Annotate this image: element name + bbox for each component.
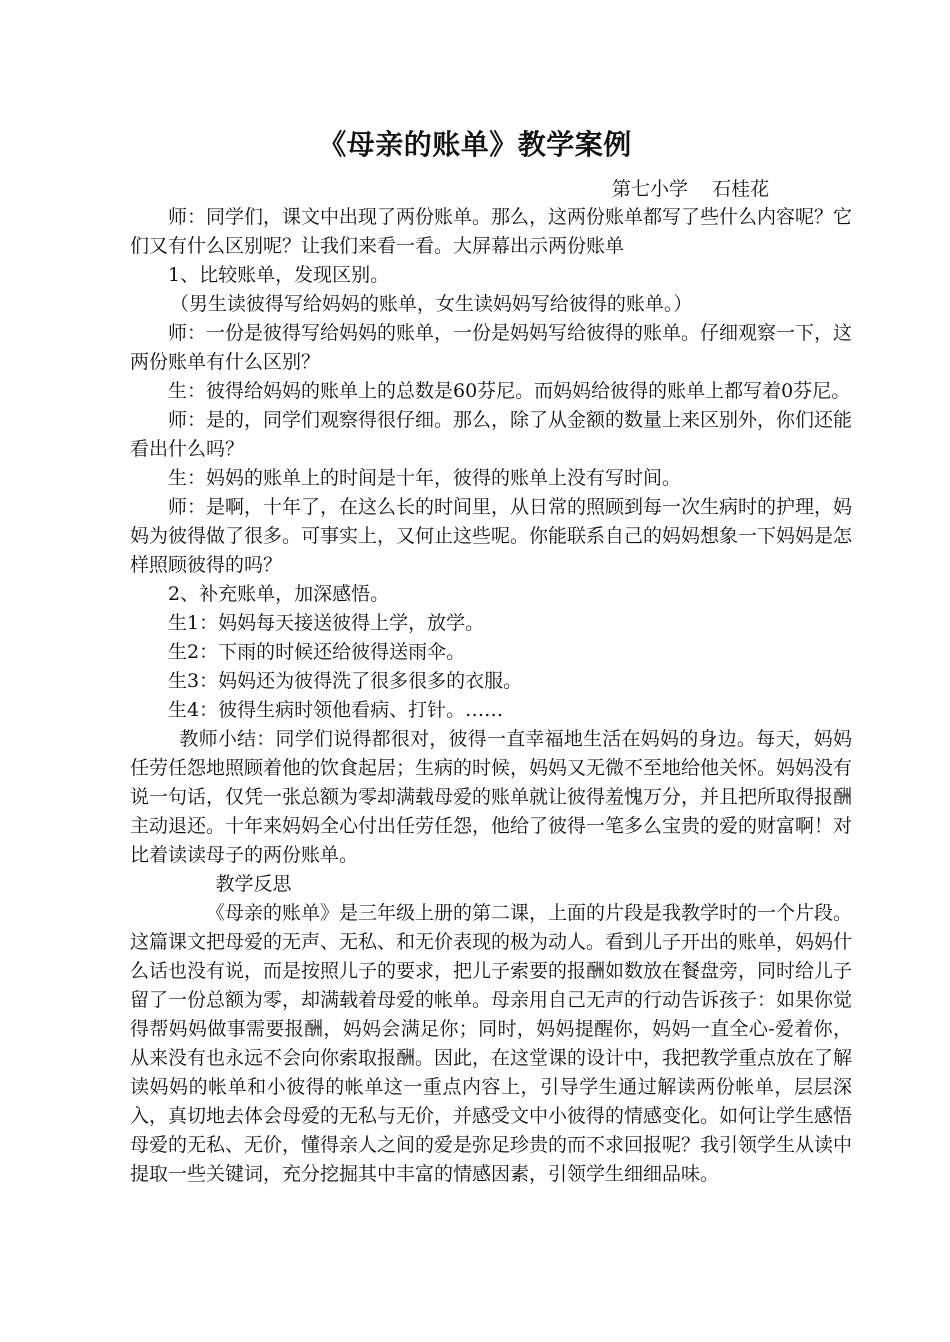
paragraph: 《母亲的账单》是三年级上册的第二课，上面的片段是我教学时的一个片段。这篇课文把母爱的无声、无私、和无价表现的极为动人。看到儿子开出的账单，妈妈什么话也没有说，而是按照儿子的要求，把儿子索要的报酬如数放在餐盘旁，同时给儿子留了一份总额为零，却满载着母爱的帐单。母亲用自己无声的行动告诉孩子：如果你觉得帮妈妈做事需要报酬，妈妈会满足你；同时，妈妈提醒你，妈妈一直全心-爱着你，从来没有也永远不会向你索取报酬。因此，在这堂课的设计中，我把教学重点放在了解读妈妈的帐单和小彼得的帐单这一重点内容上，引导学生通过解读两份帐单，层层深入，真切地去体会母爱的无私与无价，并感受文中小彼得的情感变化。如何让学生感悟母爱的无私、无价，懂得亲人之间的爱是弥足珍贵的而不求回报呢？我引领学生从读中提取一些关键词，充分挖掘其中丰富的情感因素，引领学生细细品味。 bbox=[130, 902, 853, 1185]
section-heading: 2、补充账单，加深感悟。 bbox=[168, 583, 390, 605]
paragraph: （男生读彼得写给妈妈的账单，女生读妈妈写给彼得的账单。） bbox=[169, 293, 693, 315]
document-body bbox=[130, 203, 852, 1189]
section-heading: 1、比较账单，发现区别。 bbox=[168, 264, 390, 286]
paragraph: 生：妈妈的账单上的时间是十年，彼得的账单上没有写时间。 bbox=[168, 467, 682, 489]
paragraph: 师：是的，同学们观察得很仔细。那么，除了从金额的数量上来区别外，你们还能看出什么吗？ bbox=[130, 409, 853, 460]
paragraph: 生4：彼得生病时领他看病、打针。…… bbox=[168, 699, 504, 721]
paragraph: 师：同学们，课文中出现了两份账单。那么，这两份账单都写了些什么内容呢？它们又有什么区别呢？让我们来看一看。大屏幕出示两份账单 bbox=[130, 206, 853, 257]
paragraph: 教师小结：同学们说得都很对，彼得一直幸福地生活在妈妈的身边。每天，妈妈任劳任怨地照顾着他的饮食起居；生病的时候，妈妈又无微不至地给他关怀。妈妈没有说一句话，仅凭一张总额为零却满载母爱的账单就让彼得羞愧万分，并且把所取得报酬主动退还。十年来妈妈全心付出任劳任怨，他给了彼得一笔多么宝贵的爱的财富啊！对比着读读母子的两份账单。 bbox=[130, 728, 853, 866]
section-heading: 教学反思 bbox=[215, 873, 292, 895]
paragraph: 师：一份是彼得写给妈妈的账单，一份是妈妈写给彼得的账单。仔细观察一下，这两份账单有什么区别？ bbox=[130, 322, 853, 373]
document-title: 《母亲的账单》教学案例 bbox=[318, 128, 632, 161]
author-byline: 第七小学 石桂花 bbox=[612, 178, 770, 200]
paragraph: 生2：下雨的时候还给彼得送雨伞。 bbox=[168, 641, 466, 663]
paragraph: 生1：妈妈每天接送彼得上学，放学。 bbox=[168, 612, 485, 634]
paragraph: 生3：妈妈还为彼得洗了很多很多的衣服。 bbox=[168, 670, 523, 692]
paragraph: 师：是啊，十年了，在这么长的时间里，从日常的照顾到每一次生病时的护理，妈妈为彼得做了很多。可事实上，又何止这些呢。你能联系自己的妈妈想象一下妈妈是怎样照顾彼得的吗？ bbox=[130, 496, 853, 576]
paragraph: 生：彼得给妈妈的账单上的总数是60芬尼。而妈妈给彼得的账单上都写着0芬尼。 bbox=[168, 380, 851, 402]
